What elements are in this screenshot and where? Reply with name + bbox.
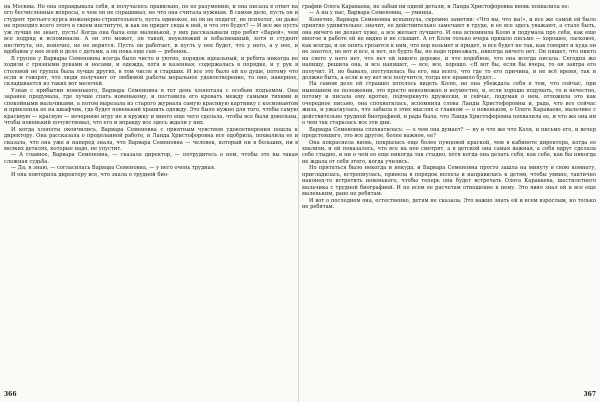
book-gutter xyxy=(298,0,299,402)
paragraph: графии Олега Караваева, не забыв ни одной детали, и Ланда Христофоровна вновь похвалила ее: xyxy=(302,4,570,10)
paragraph: — Да, я знаю, — согласилась Варвара Семеновна, — у него очень трудная. xyxy=(11,165,216,172)
paragraph: — А главное, Варвара Семеновна, — сказала директор, — потрудитесь о нем, чтобы это вы такая сложная судьба. xyxy=(4,152,298,165)
left-page-number: 366 xyxy=(4,391,17,398)
paragraph: — А вы у нас, Варвара Семеновна, — умница. xyxy=(309,10,434,17)
right-page xyxy=(302,4,596,398)
left-page xyxy=(4,4,298,398)
paragraph: И когда хлопоты окончились, Варвара Семеновна с приятным чувством удовлетворения пошла к директору. Она рассказала о проделанной работе, и Ланда Христофоровна все одобрила, похвалила ее и сказала, что она уже и наперед знала, что Варвара Семеновна — человек, который ни в больших, ни в мелких деталях, которые надо, не упустит. xyxy=(4,126,298,152)
paragraph: Варвара Семеновна спохватилась: — о чем она думает? — ну и что же что Коля, и письмо его, и вечер предстоящего, это все другое, более важное, ее? xyxy=(302,126,596,140)
paragraph: И она повторила директору все, что знала о трудной био- xyxy=(11,171,169,178)
paragraph: И вот о последнем она, естественно, детям не сказала. Это важно знать ей и всем взрослым, но только не ребятам. xyxy=(302,197,596,211)
paragraph: В группе у Варвары Семеновны всегда было чисто и уютно, порядок идеальный, и ребята никогда не ходили с грязными руками и носами, и одежда, хотя и казенная, содержалась в порядке, и у рук в столовой не группа была лучше других, в том числе и старших. И все это было ей по душе, потому что если и говорят, что люди получают от любимой работы моральное удовлетворение, то оно, наверное, складывается из таких вот мелочей. xyxy=(4,55,298,88)
paragraph: Узнав с прибытии новенького, Варвара Семеновна в тот день хлопотала с особым подъемом. Она заранее продумала, где лучше спать новенькому, и поставила его кровать между самыми тихими и спокойными мальчиками, а потом вырезала из старого журнала самую красивую картинку с космонавтом и приклеила ее на шкафчик, где будет новенький хранить одежду. Это было нужно для того, чтобы самую красивую — красную — вечернюю игру не в кружку и много еще чего сделала, чтобы все были довольны, чтобы новенький почувствовал, что его и вправду все здесь ждали у них. xyxy=(4,87,298,127)
left-page-text-column xyxy=(4,4,298,178)
paragraph: Конечно, Варвара Семеновна вспыхнула, скромно заметив: «Что вы, что вы!», и все же самой ей было приятно удивительно: значит, ее действительно замечают в труде, и ее все здесь уважают, а стало быть, она ничего не делает хуже, а все желает лучшего. И она вспомнила Колю и подумала про себя, как еще многое в работе ей не видно и не слышит. А от Коли только вчера пришло письмо — хорошее, ласковое, как всегда, и он опять грозится к ним, что вор возьмет и придет, и все будет не так, как говорит и куда он не захотел, но вот и все, и нет, но будто бы, но надо приезжать, никогда ничего нет. Он пишет, что никто на свете у него нет, что нет ей никого дороже, и что подобное, что она всегда писала. Сегодня же напишу, решила она, и все напишет, — все, все, хорошо. «Я вот бы, если бы вчера, то он завтра его получит. И, но бывало, поступилась бы его, мы всего, что где то его причина, и не всё время, так и должно быть, а если и ну вот все получится, тогда все правило будет... xyxy=(302,16,596,81)
paragraph: Она покраснела вновь, покрылась еще более пунцовой краской, чем в кабинете директора, когда ее хвалили, и ей показалось, что все на нее смотрят, а в детской она самая важная, а себя вдруг сделала себе стыдно, и ни о чем ее еще никогда так стыдно, хотя когда она делать себя, как себе, как бы никогда не ждала от себя этого, когда учились. xyxy=(302,139,596,165)
paragraph: Но прятаться было некогда и некуда, и Варвара Семеновна просто зашла на минуту в свою комнату, пригладилась, встрепнулась, привела в порядок волосы и направилась к детям, чтобы уммно, тактично наконец-то встретить новенького, чтобы теперь она будет встречать Олега Караваева, шестилетнего мальчика с трудной биографией. И по всем ее расчетам отношение к нему. Это явно знал ей и все еще маленьким, рано не ребятам. xyxy=(302,165,596,198)
paragraph: На самом деле ей страшно хотелось видеть Колю, но она убеждала себя в том, что сейчас, при нынешнем ее положении, это просто невозможно и неуместно, и, если хорошо подумать, то и нечестно, потому и писала ему кротко, подчеркнуто дружески, и сейчас, подумав о нем, отложила это как очередное письмо, она спохватилась, вспомнила слова Ланды Христофоровны и, рада, что все сейчас жила, и ужаснулась, что забыла в этих мыслях о главном — о новеньком, о Олеге Караваеве, мальчике с действительно трудной биографией, и рада была, что Ланда Христофоровна похвалила ее, и что же она ни о чем так старалась все эти дни. xyxy=(302,81,596,127)
paragraph: на Москвы. Но она оправдывала себя, и получалось правильно, по ее разумению, и она писала в ответ на его бесчисленные вопросы, о чем он не спрашивал, но что она считала нужным. В самом деле, пусть он и студент третьего курса инженерно-строительного, пусть одинокое, но он не педагог, не психолог, он даже не проходил всего этого в своем институте, и как он придет сюда к ней, и что это будет? — И все же пусть уж лучше не знает, пусть! Когда она была еще маленькой, у них рассказывали про ребят «Варей», чем все подряд и вспоминали. А он это может, он такой, неуклюжий и взбалмошный, хотя и студент института, но, конечно, не не верится. Пусть он работает, и пусть у нее будет, что у него, а у нее, и вдобавок у нее всей и дело с детьми, а он пока еще сам — ребенок.. xyxy=(4,4,298,56)
right-page-number: 367 xyxy=(583,391,596,398)
right-page-text-column xyxy=(302,4,596,211)
